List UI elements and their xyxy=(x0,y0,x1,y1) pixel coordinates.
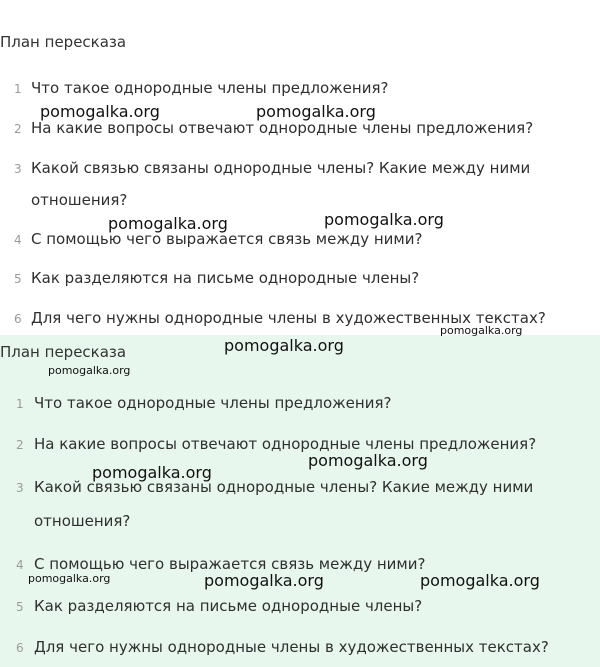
item-text-continuation: отношения? xyxy=(34,512,131,530)
watermark: pomogalka.org xyxy=(256,102,376,121)
item-number: 4 xyxy=(14,233,22,247)
item-number: 5 xyxy=(14,272,22,286)
watermark: pomogalka.org xyxy=(48,364,131,377)
item-number: 1 xyxy=(14,82,22,96)
item-text: С помощью чего выражается связь между ними? xyxy=(31,230,423,248)
item-text: Для чего нужны однородные члены в художественных текстах? xyxy=(34,638,549,656)
item-text: Что такое однородные члены предложения? xyxy=(31,79,389,97)
item-number: 3 xyxy=(14,162,22,176)
watermark: pomogalka.org xyxy=(224,336,344,355)
item-text: Как разделяются на письме однородные члены? xyxy=(31,269,420,287)
item-number: 2 xyxy=(16,438,24,452)
watermark: pomogalka.org xyxy=(28,572,111,585)
item-number: 2 xyxy=(14,122,22,136)
item-number: 5 xyxy=(16,600,24,614)
item-text-continuation: отношения? xyxy=(31,191,128,209)
plan-title: План пересказа xyxy=(0,343,127,361)
item-text: Какой связью связаны однородные члены? Какие между ними xyxy=(31,159,531,177)
item-text: Для чего нужны однородные члены в художественных текстах? xyxy=(31,309,546,327)
watermark: pomogalka.org xyxy=(440,324,523,337)
item-text: На какие вопросы отвечают однородные члены предложения? xyxy=(31,119,534,137)
item-text: Какой связью связаны однородные члены? Какие между ними xyxy=(34,478,534,496)
watermark: pomogalka.org xyxy=(40,102,160,121)
watermark: pomogalka.org xyxy=(420,571,540,590)
watermark: pomogalka.org xyxy=(108,214,228,233)
watermark: pomogalka.org xyxy=(92,463,212,482)
watermark: pomogalka.org xyxy=(324,210,444,229)
item-number: 6 xyxy=(14,312,22,326)
plan-title: План пересказа xyxy=(0,33,127,51)
watermark: pomogalka.org xyxy=(308,451,428,470)
watermark: pomogalka.org xyxy=(204,571,324,590)
item-text: Как разделяются на письме однородные члены? xyxy=(34,597,423,615)
item-number: 4 xyxy=(16,558,24,572)
item-text: Что такое однородные члены предложения? xyxy=(34,394,392,412)
item-number: 3 xyxy=(16,481,24,495)
item-text: На какие вопросы отвечают однородные члены предложения? xyxy=(34,435,537,453)
bottom-retelling-plan xyxy=(0,335,600,667)
item-text: С помощью чего выражается связь между ними? xyxy=(34,555,426,573)
item-number: 1 xyxy=(16,397,24,411)
item-number: 6 xyxy=(16,641,24,655)
